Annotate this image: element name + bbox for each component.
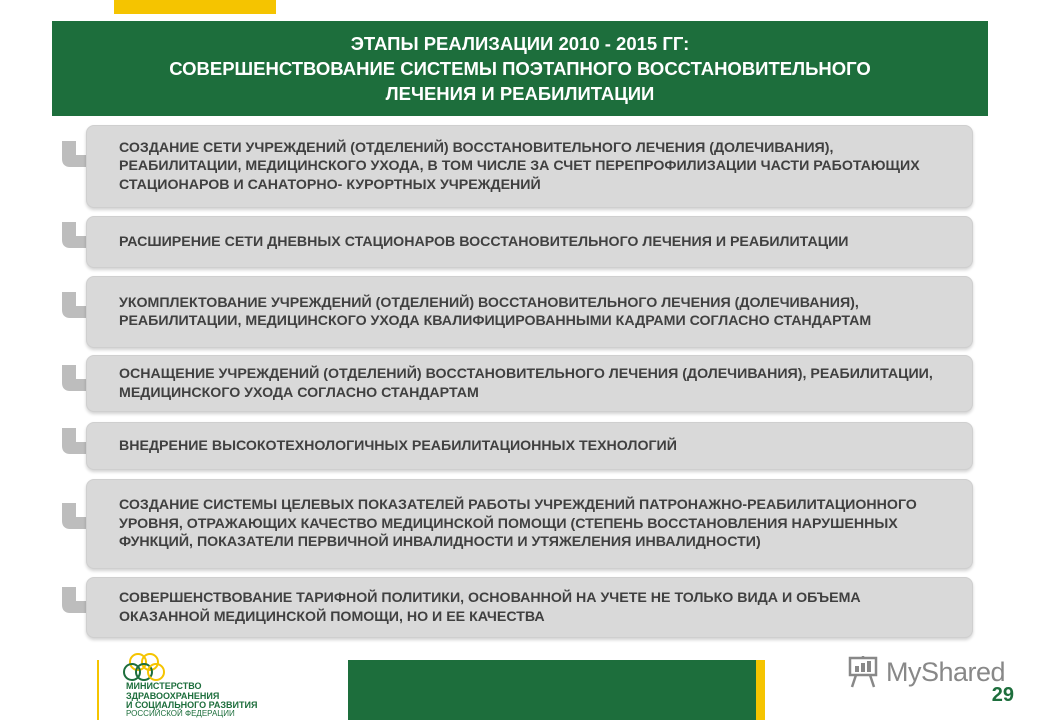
step-box: ОСНАЩЕНИЕ УЧРЕЖДЕНИЙ (ОТДЕЛЕНИЙ) ВОССТАНОВИТЕЛЬНОГО ЛЕЧЕНИЯ (ДОЛЕЧИВАНИЯ), РЕАБИЛИТАЦИИ, МЕДИЦИНСКОГО УХОДА СОГЛАСНО СТАНДАРТАМ — [86, 355, 973, 412]
step-7 — [0, 577, 1040, 638]
title-line-3: ЛЕЧЕНИЯ И РЕАБИЛИТАЦИИ — [385, 83, 655, 104]
footer-green-block — [348, 660, 756, 720]
ministry-name: МИНИСТЕРСТВО ЗДРАВООХРАНЕНИЯ И СОЦИАЛЬНОГО РАЗВИТИЯ — [126, 681, 258, 710]
footer-divider — [97, 660, 99, 720]
ministry-subtitle: РОССИЙСКОЙ ФЕДЕРАЦИИ — [126, 709, 235, 718]
page-number: 29 — [991, 684, 1014, 706]
step-5 — [0, 422, 1040, 470]
step-box: СОЗДАНИЕ СЕТИ УЧРЕЖДЕНИЙ (ОТДЕЛЕНИЙ) ВОССТАНОВИТЕЛЬНОГО ЛЕЧЕНИЯ (ДОЛЕЧИВАНИЯ), РЕАБИЛИТАЦИИ, МЕДИЦИНСКОГО УХОДА, В ТОМ ЧИСЛЕ ЗА СЧЕТ ПЕРЕПРОФИЛИЗАЦИИ ЧАСТИ РАБОТАЮЩИХ СТАЦИОНАРОВ И САНАТОРНО- КУРОРТНЫХ УЧРЕЖДЕНИЙ — [86, 125, 973, 208]
step-6 — [0, 479, 1040, 569]
title-line-2: СОВЕРШЕНСТВОВАНИЕ СИСТЕМЫ ПОЭТАПНОГО ВОССТАНОВИТЕЛЬНОГО — [169, 58, 871, 79]
step-2 — [0, 216, 1040, 268]
presentation-board-icon — [846, 655, 880, 689]
title-banner — [52, 21, 988, 116]
ministry-logo — [120, 648, 340, 720]
step-1 — [0, 125, 1040, 208]
footer-yellow-strip — [756, 660, 765, 720]
step-4 — [0, 355, 1040, 412]
step-box: УКОМПЛЕКТОВАНИЕ УЧРЕЖДЕНИЙ (ОТДЕЛЕНИЙ) ВОССТАНОВИТЕЛЬНОГО ЛЕЧЕНИЯ (ДОЛЕЧИВАНИЯ), РЕАБИЛИТАЦИИ, МЕДИЦИНСКОГО УХОДА КВАЛИФИЦИРОВАННЫМИ КАДРАМИ СОГЛАСНО СТАНДАРТАМ — [86, 276, 973, 348]
top-accent-bar — [114, 0, 276, 14]
step-box: СОЗДАНИЕ СИСТЕМЫ ЦЕЛЕВЫХ ПОКАЗАТЕЛЕЙ РАБОТЫ УЧРЕЖДЕНИЙ ПАТРОНАЖНО-РЕАБИЛИТАЦИОННОГО УРОВНЯ, ОТРАЖАЮЩИХ КАЧЕСТВО МЕДИЦИНСКОЙ ПОМОЩИ (СТЕПЕНЬ ВОССТАНОВЛЕНИЯ НАРУШЕННЫХ ФУНКЦИЙ, ПОКАЗАТЕЛИ ПЕРВИЧНОЙ ИНВАЛИДНОСТИ И УТЯЖЕЛЕНИЯ ИНВАЛИДНОСТИ) — [86, 479, 973, 569]
step-3 — [0, 276, 1040, 348]
step-box: ВНЕДРЕНИЕ ВЫСОКОТЕХНОЛОГИЧНЫХ РЕАБИЛИТАЦИОННЫХ ТЕХНОЛОГИЙ — [86, 422, 973, 470]
myshared-label: MyShared — [886, 656, 1006, 687]
step-box: РАСШИРЕНИЕ СЕТИ ДНЕВНЫХ СТАЦИОНАРОВ ВОССТАНОВИТЕЛЬНОГО ЛЕЧЕНИЯ И РЕАБИЛИТАЦИИ — [86, 216, 973, 268]
myshared-watermark[interactable] — [846, 654, 1016, 690]
step-box: СОВЕРШЕНСТВОВАНИЕ ТАРИФНОЙ ПОЛИТИКИ, ОСНОВАННОЙ НА УЧЕТЕ НЕ ТОЛЬКО ВИДА И ОБЪЕМА ОКАЗАННОЙ МЕДИЦИНСКОЙ ПОМОЩИ, НО И ЕЕ КАЧЕСТВА — [86, 577, 973, 638]
title-line-1: ЭТАПЫ РЕАЛИЗАЦИИ 2010 - 2015 ГГ: — [350, 33, 690, 54]
